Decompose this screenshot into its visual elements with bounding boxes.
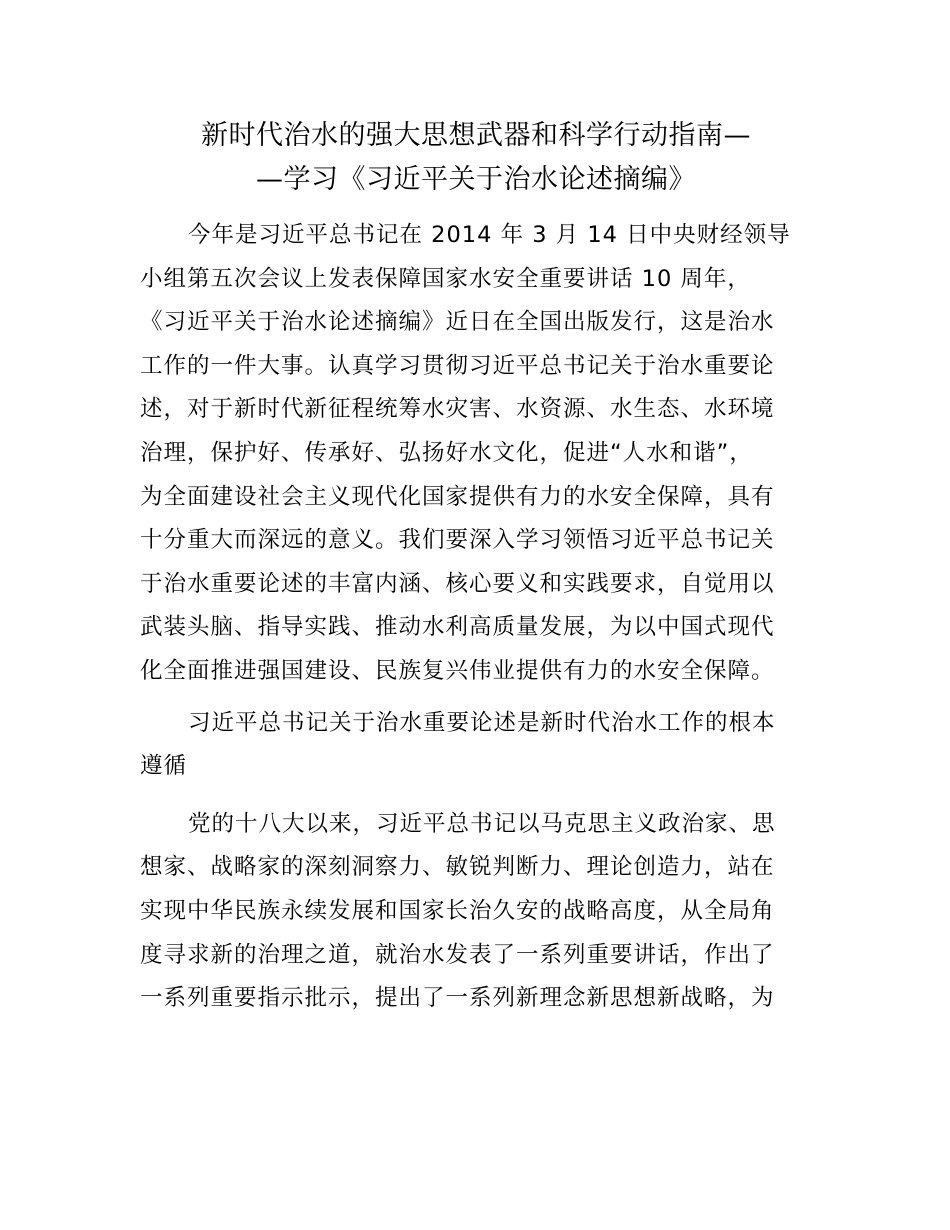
- document-body: [140, 114, 812, 1021]
- paragraph-line: 小组第五次会议上发表保障国家水安全重要讲话 10 周年，: [140, 265, 751, 292]
- paragraph-1: [140, 214, 812, 694]
- paragraph-line: 化全面推进强国建设、民族复兴伟业提供有力的水安全保障。: [140, 657, 775, 684]
- document-title: [140, 114, 812, 202]
- title-line-2: —学习《习近平关于治水论述摘编》: [256, 164, 696, 195]
- paragraph-line: 一系列重要指示批示，提出了一系列新理念新思想新战略，为: [140, 985, 775, 1012]
- paragraph-line: 《习近平关于治水论述摘编》近日在全国出版发行，这是治水: [140, 309, 775, 336]
- title-line-1: 新时代治水的强大思想武器和科学行动指南—: [201, 120, 751, 151]
- paragraph-line: 遵循: [140, 753, 188, 780]
- paragraph-line: 党的十八大以来，习近平总书记以马克思主义政治家、思: [188, 810, 776, 837]
- section-heading-paragraph: [140, 702, 812, 789]
- paragraph-line: 十分重大而深远的意义。我们要深入学习领悟习近平总书记关: [140, 527, 775, 554]
- paragraph-line: 工作的一件大事。认真学习贯彻习近平总书记关于治水重要论: [140, 352, 775, 379]
- paragraph-line: 于治水重要论述的丰富内涵、核心要义和实践要求，自觉用以: [140, 570, 775, 597]
- paragraph-line: 武装头脑、指导实践、推动水利高质量发展，为以中国式现代: [140, 614, 775, 641]
- paragraph-line: 习近平总书记关于治水重要论述是新时代治水工作的根本: [188, 709, 776, 736]
- paragraph-line: 度寻求新的治理之道，就治水发表了一系列重要讲话，作出了: [140, 941, 775, 968]
- paragraph-line: 述，对于新时代新征程统筹水灾害、水资源、水生态、水环境: [140, 396, 775, 423]
- paragraph-line: 今年是习近平总书记在 2014 年 3 月 14 日中央财经领导: [188, 222, 791, 248]
- paragraph-line: 治理，保护好、传承好、弘扬好水文化，促进“人水和谐”，: [140, 439, 753, 466]
- paragraph-3: [140, 803, 812, 1021]
- paragraph-line: 为全面建设社会主义现代化国家提供有力的水安全保障，具有: [140, 483, 775, 510]
- paragraph-line: 想家、战略家的深刻洞察力、敏锐判断力、理论创造力，站在: [140, 854, 775, 881]
- paragraph-line: 实现中华民族永续发展和国家长治久安的战略高度，从全局角: [140, 897, 775, 924]
